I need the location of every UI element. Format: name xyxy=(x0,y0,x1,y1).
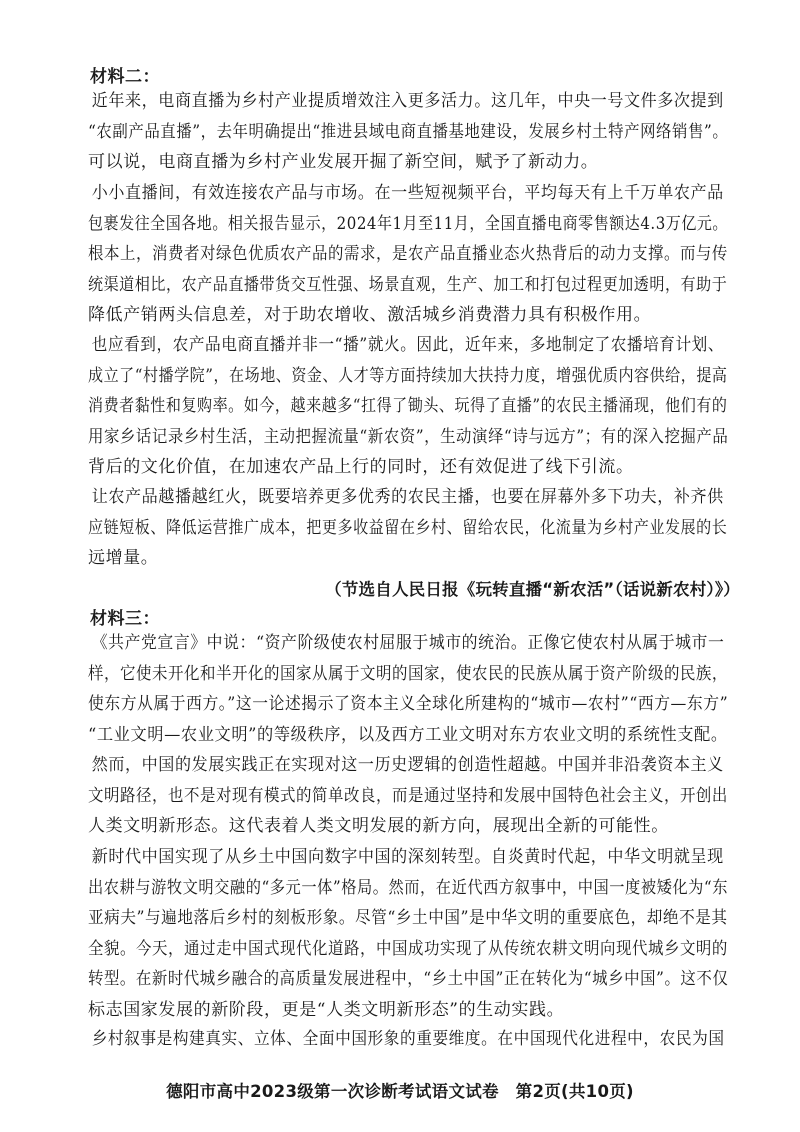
text-line: 也应看到，农产品电商直播并非一“播”就火。因此，近年来，多地制定了农播培育计划、 xyxy=(91,335,725,355)
text-line: 乡村叙事是构建真实、立体、全面中国形象的重要维度。在中国现代化进程中，农民为国 xyxy=(91,1029,725,1049)
text-line: 降低产销两头信息差，对于助农增收、激活城乡消费潜力具有积极作用。 xyxy=(88,305,652,325)
text-line: 新时代中国实现了从乡土中国向数字中国的深刻转型。自炎黄时代起，中华文明就呈现 xyxy=(91,847,724,867)
material3-heading: 材料三： xyxy=(90,609,160,629)
text-line: 包裹发往全国各地。相关报告显示，2024年1月至11月，全国直播电商零售额达4.3万亿元。 xyxy=(88,213,728,234)
text-line: 文明路径，也不是对现有模式的简单改良，而是通过坚持和发展中国特色社会主义，开创出 xyxy=(88,785,728,806)
text-line: 转型。在新时代城乡融合的高质量发展进程中，“乡土中国”正在转化为“城乡中国”。这不仅 xyxy=(88,969,729,989)
material3-paragraph-1 xyxy=(88,628,728,750)
material3-paragraph-3 xyxy=(88,842,728,1025)
text-line: 小小直播间，有效连接农产品与市场。在一些短视频平台，平均每天有上千万单农产品 xyxy=(91,183,724,203)
text-line: 背后的文化价值，在加速农产品上行的同时，还有效促进了线下引流。 xyxy=(88,457,634,477)
text-line: “农副产品直播”，去年明确提出“推进县域电商直播基地建设，发展乡村土特产网络销售”。 xyxy=(88,121,729,142)
text-line: 样，它使未开化和半开化的国家从属于文明的国家，使农民的民族从属于资产阶级的民族， xyxy=(88,663,728,684)
text-line: 远增量。 xyxy=(88,548,159,568)
text-line: 亚病夫”与遍地落后乡村的刻板形象。尽管“乡土中国”是中华文明的重要底色，却绝不是其 xyxy=(88,908,728,928)
text-line: 成立了“村播学院”，在场地、资金、人才等方面持续加大扶持力度，增强优质内容供给，提高 xyxy=(88,365,728,386)
text-line: 全貌。今天，通过走中国式现代化道路，中国成功实现了从传统农耕文明向现代城乡文明的 xyxy=(88,938,728,959)
material3-paragraph-2 xyxy=(88,750,728,842)
text-line: 根本上，消费者对绿色优质农产品的需求，是农产品直播业态火热背后的动力支撑。而与传 xyxy=(88,244,728,264)
text-line: 让农产品越播越红火，既要培养更多优秀的农民主播，也要在屏幕外多下功夫，补齐供 xyxy=(91,487,724,507)
text-line: 消费者黏性和复购率。如今，越来越多“扛得了锄头、玩得了直播”的农民主播涌现，他们有的 xyxy=(88,396,728,416)
material2-heading: 材料二： xyxy=(90,67,160,87)
text-line: 统渠道相比，农产品直播带货交互性强、场景直观，生产、加工和打包过程更加透明，有助于 xyxy=(88,274,728,295)
material2-paragraph-3 xyxy=(88,330,728,483)
text-line: 出农耕与游牧文明交融的“多元一体”格局。然而，在近代西方叙事中，中国一度被矮化为“东 xyxy=(88,877,728,898)
material2-paragraph-1 xyxy=(88,86,728,178)
page-footer: 德阳市高中2023级第一次诊断考试语文试卷 第2页(共10页) xyxy=(166,1082,634,1101)
material2-paragraph-2 xyxy=(88,178,728,331)
text-line: 人类文明新形态。这代表着人类文明发展的新方向，展现出全新的可能性。 xyxy=(88,816,669,836)
text-line: 使东方从属于西方。”这一论述揭示了资本主义全球化所建构的“城市—农村”“西方—东方” xyxy=(88,694,729,714)
text-line: 用家乡话记录乡村生活，主动把握流量“新农资”，生动演绎“诗与远方”；有的深入挖掘产品 xyxy=(88,426,729,447)
material3-paragraph-4 xyxy=(88,1024,728,1055)
text-line: 然而，中国的发展实践正在实现对这一历史逻辑的创造性超越。中国并非沿袭资本主义 xyxy=(91,755,724,775)
text-line: 应链短板、降低运营推广成本，把更多收益留在乡村、留给农民，化流量为乡村产业发展的长 xyxy=(88,517,728,538)
text-line: 近年来，电商直播为乡村产业提质增效注入更多活力。这几年，中央一号文件多次提到 xyxy=(91,91,724,111)
material2-source: （节选自人民日报《玩转直播“新农活”（话说新农村）》） xyxy=(325,580,740,599)
material2-paragraph-4 xyxy=(88,482,728,574)
text-line: 标志国家发展的新阶段，更是“人类文明新形态”的生动实践。 xyxy=(88,999,565,1020)
text-line: 可以说，电商直播为乡村产业发展开掘了新空间，赋予了新动力。 xyxy=(88,152,599,172)
text-line: “工业文明—农业文明”的等级秩序，以及西方工业文明对东方农业文明的系统性支配。 xyxy=(88,724,728,745)
text-line: 《共产党宣言》中说：“资产阶级使农村屈服于城市的统治。正像它使农村从属于城市一 xyxy=(91,633,725,653)
